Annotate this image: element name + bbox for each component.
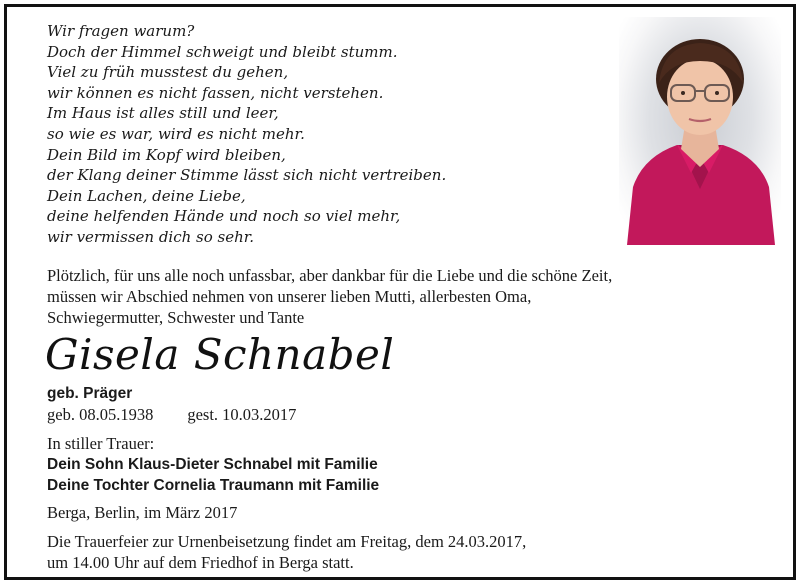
poem-line: so wie es war, wird es nicht mehr. <box>47 124 305 143</box>
poem-line: Dein Lachen, deine Liebe, <box>47 186 246 205</box>
funeral-notice <box>47 531 526 573</box>
deceased-name: Gisela Schnabel <box>45 330 395 379</box>
portrait-illustration <box>619 17 781 245</box>
birth-date: geb. 08.05.1938 <box>47 405 154 424</box>
intro-line: Schwiegermutter, Schwester und Tante <box>47 308 305 327</box>
intro-text <box>47 265 767 328</box>
poem <box>47 21 567 248</box>
life-dates <box>47 405 296 425</box>
portrait-photo <box>619 17 781 245</box>
poem-line: wir können es nicht fassen, nicht verstehen. <box>47 83 384 102</box>
poem-line: Viel zu früh musstest du gehen, <box>47 63 289 82</box>
mourners <box>47 433 379 496</box>
poem-line: Im Haus ist alles still und leer, <box>47 104 279 123</box>
obituary-frame <box>4 4 796 580</box>
funeral-line: um 14.00 Uhr auf dem Friedhof in Berga statt. <box>47 553 354 572</box>
intro-line: müssen wir Abschied nehmen von unserer lieben Mutti, allerbesten Oma, <box>47 287 532 306</box>
death-date: gest. 10.03.2017 <box>187 405 297 424</box>
maiden-name: geb. Präger <box>47 385 133 402</box>
intro-line: Plötzlich, für uns alle noch unfassbar, aber dankbar für die Liebe und die schöne Zeit, <box>47 266 613 285</box>
poem-line: der Klang deiner Stimme lässt sich nicht vertreiben. <box>47 166 447 185</box>
poem-line: Wir fragen warum? <box>47 22 195 40</box>
family-line: Deine Tochter Cornelia Traumann mit Familie <box>47 477 380 494</box>
family-line: Dein Sohn Klaus-Dieter Schnabel mit Familie <box>47 456 378 473</box>
poem-line: deine helfenden Hände und noch so viel mehr, <box>47 207 401 226</box>
place-date: Berga, Berlin, im März 2017 <box>47 503 238 522</box>
funeral-line: Die Trauerfeier zur Urnenbeisetzung findet am Freitag, dem 24.03.2017, <box>47 532 527 551</box>
mourning-heading: In stiller Trauer: <box>47 434 155 453</box>
poem-line: Doch der Himmel schweigt und bleibt stumm. <box>47 42 398 61</box>
poem-line: wir vermissen dich so sehr. <box>47 227 255 246</box>
poem-line: Dein Bild im Kopf wird bleiben, <box>47 145 286 164</box>
